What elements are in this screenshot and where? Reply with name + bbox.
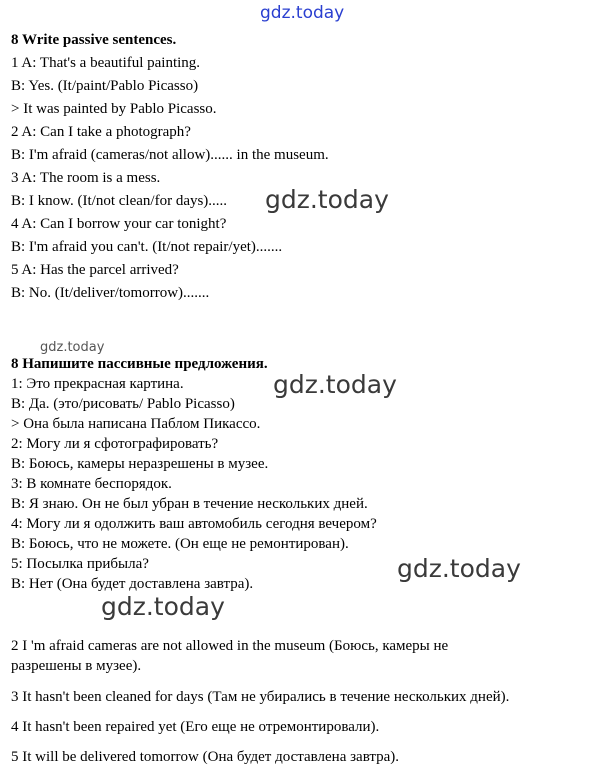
watermark-mid-2: gdz.today — [273, 370, 397, 399]
exercise-en-line: 5 A: Has the parcel arrived? — [11, 262, 179, 278]
exercise-ru-line: 5: Посылка прибыла? — [11, 556, 149, 572]
exercise-en-line: B: I know. (It/not clean/for days)..... — [11, 193, 228, 209]
watermark-top: gdz.today — [260, 3, 345, 23]
answer-line: разрешены в музее). — [11, 658, 142, 674]
exercise-en-line: 1 A: That's a beautiful painting. — [11, 55, 201, 71]
answer-line: 3 It hasn't been cleaned for days (Там не убирались в течение нескольких дней). — [11, 689, 510, 705]
exercise-en-line: B: No. (It/deliver/tomorrow)....... — [11, 285, 210, 301]
exercise-ru-line: B: Боюсь, что не можете. (Он еще не ремонтирован). — [11, 536, 349, 552]
watermark-mid-4: gdz.today — [101, 592, 225, 621]
exercise-en-line: 3 A: The room is a mess. — [11, 170, 161, 186]
exercise-ru-line: > Она была написана Паблом Пикассо. — [11, 416, 261, 432]
watermark-small: gdz.today — [40, 340, 105, 355]
exercise-ru-line: 1: Это прекрасная картина. — [11, 376, 184, 392]
exercise-en-line: B: I'm afraid you can't. (It/not repair/yet)....... — [11, 239, 283, 255]
exercise-ru-line: B: Нет (Она будет доставлена завтра). — [11, 576, 254, 592]
exercise-ru-line: B: Да. (это/рисовать/ Pablo Picasso) — [11, 396, 235, 412]
exercise-ru-line: B: Я знаю. Он не был убран в течение нескольких дней. — [11, 496, 368, 512]
exercise-ru-line: 4: Могу ли я одолжить ваш автомобиль сегодня вечером? — [11, 516, 377, 532]
exercise-ru-line: B: Боюсь, камеры неразрешены в музее. — [11, 456, 269, 472]
answer-line: 4 It hasn't been repaired yet (Его еще не отремонтировали). — [11, 719, 380, 735]
exercise-ru-line: 3: В комнате беспорядок. — [11, 476, 172, 492]
answer-line: 5 It will be delivered tomorrow (Она будет доставлена завтра). — [11, 749, 400, 765]
watermark-mid-3: gdz.today — [397, 554, 521, 583]
exercise-en-line: 4 A: Can I borrow your car tonight? — [11, 216, 227, 232]
exercise-en-line: 2 A: Can I take a photograph? — [11, 124, 191, 140]
exercise-en-line: B: Yes. (It/paint/Pablo Picasso) — [11, 78, 199, 94]
answer-line: 2 I 'm afraid cameras are not allowed in the museum (Боюсь, камеры не — [11, 638, 449, 654]
exercise-en-line: > It was painted by Pablo Picasso. — [11, 101, 217, 117]
watermark-mid-1: gdz.today — [265, 185, 389, 214]
exercise-en-title: 8 Write passive sentences. — [11, 32, 177, 48]
exercise-ru-line: 2: Могу ли я сфотографировать? — [11, 436, 219, 452]
exercise-ru-title: 8 Напишите пассивные предложения. — [11, 356, 268, 372]
exercise-en-line: B: I'm afraid (cameras/not allow)...... in the museum. — [11, 147, 329, 163]
